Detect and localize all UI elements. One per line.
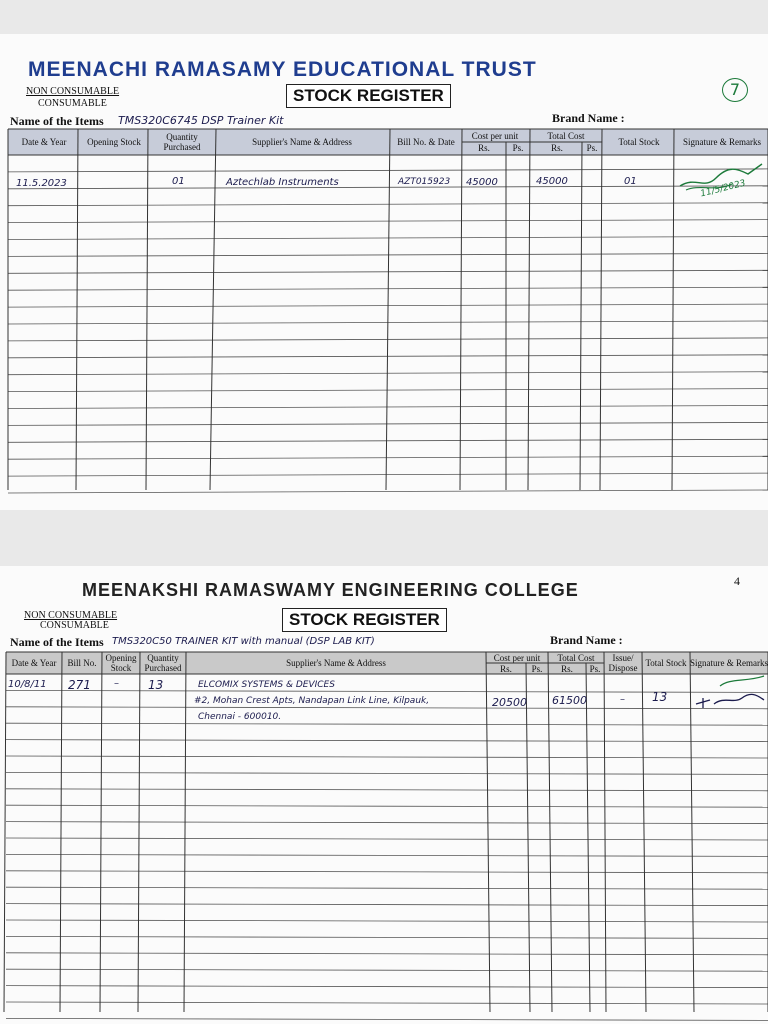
stock-register-sheet-1 — [0, 34, 768, 510]
entry-cost-per-unit: 20500 — [492, 696, 527, 709]
table-grid — [0, 566, 768, 1024]
page-number: 7 — [722, 78, 748, 102]
entry-total-cost: 45000 — [536, 176, 568, 187]
col-date: Date & Year — [11, 658, 57, 668]
col-date: Date & Year — [21, 137, 67, 147]
non-consumable-label: NON CONSUMABLE — [24, 610, 118, 621]
col-total-cost: Total Cost — [547, 131, 585, 141]
col-supplier: Supplier's Name & Address — [286, 658, 386, 668]
entry-issue: – — [620, 694, 625, 705]
col-issue-dispose: Issue/ Dispose — [608, 653, 638, 673]
col-total-stock: Total Stock — [645, 658, 687, 668]
entry-date: 10/8/11 — [8, 679, 47, 690]
institution-title: MEENACHI RAMASAMY EDUCATIONAL TRUST — [28, 58, 537, 81]
col-supplier: Supplier's Name & Address — [252, 137, 352, 147]
col-total-stock: Total Stock — [618, 137, 660, 147]
signature-scribble — [676, 156, 766, 196]
entry-cost-per-unit: 45000 — [466, 177, 498, 188]
col-total-cost: Total Cost — [557, 653, 595, 663]
signature-scribble — [690, 674, 768, 724]
entry-opening: – — [114, 678, 119, 689]
non-consumable-label: NON CONSUMABLE — [26, 86, 120, 97]
brand-label: Brand Name : — [550, 633, 623, 647]
consumable-label: CONSUMABLE — [40, 620, 109, 631]
ps-label: Ps. — [531, 663, 543, 674]
ps-label: Ps. — [512, 143, 524, 153]
entry-total-stock: 13 — [652, 690, 668, 704]
col-quantity: Quantity Purchased — [163, 132, 201, 152]
col-opening-stock: Opening Stock — [87, 137, 141, 147]
entry-supplier-line1: ELCOMIX SYSTEMS & DEVICES — [198, 680, 335, 690]
items-label: Name of the Items — [10, 114, 104, 128]
col-cost-per-unit: Cost per unit — [471, 131, 519, 141]
rs-label: Rs. — [551, 143, 563, 153]
items-value: TMS320C6745 DSP Trainer Kit — [118, 114, 284, 127]
entry-quantity: 01 — [172, 176, 185, 187]
register-title: STOCK REGISTER — [282, 608, 447, 632]
entry-supplier-line3: Chennai - 600010. — [198, 712, 282, 722]
institution-title: MEENAKSHI RAMASWAMY ENGINEERING COLLEGE — [82, 580, 579, 600]
entry-date: 11.5.2023 — [16, 178, 67, 189]
register-title: STOCK REGISTER — [286, 84, 451, 108]
col-signature: Signature & Remarks — [690, 658, 768, 668]
consumable-label: CONSUMABLE — [38, 98, 107, 109]
rs-label: Rs. — [561, 663, 573, 674]
entry-bill: 271 — [68, 678, 91, 692]
col-bill: Bill No. & Date — [397, 137, 455, 147]
table-grid — [0, 34, 768, 510]
col-opening-stock: Opening Stock — [105, 653, 137, 673]
col-quantity: Quantity Purchased — [144, 653, 182, 673]
entry-supplier: Aztechlab Instruments — [226, 177, 339, 188]
col-cost-per-unit: Cost per unit — [493, 653, 541, 663]
col-signature: Signature & Remarks — [683, 137, 761, 147]
entry-supplier-line2: #2, Mohan Crest Apts, Nandapan Link Line, Kilpauk, — [194, 696, 430, 706]
ps-label: Ps. — [589, 663, 601, 674]
entry-bill: AZT015923 — [398, 177, 451, 187]
brand-label: Brand Name : — [552, 111, 625, 125]
stock-register-sheet-2 — [0, 566, 768, 1024]
items-value: TMS320C50 TRAINER KIT with manual (DSP LAB KIT) — [112, 636, 375, 647]
entry-total-cost: 61500 — [552, 694, 587, 707]
entry-signature-date: 11/5/2023 — [699, 178, 747, 200]
rs-label: Rs. — [478, 143, 490, 153]
col-bill-no: Bill No. — [67, 658, 97, 668]
entry-quantity: 13 — [148, 678, 164, 692]
rs-label: Rs. — [500, 663, 512, 674]
items-label: Name of the Items — [10, 635, 104, 649]
entry-total-stock: 01 — [624, 176, 637, 187]
page-number: 4 — [734, 574, 740, 588]
ps-label: Ps. — [586, 143, 598, 153]
